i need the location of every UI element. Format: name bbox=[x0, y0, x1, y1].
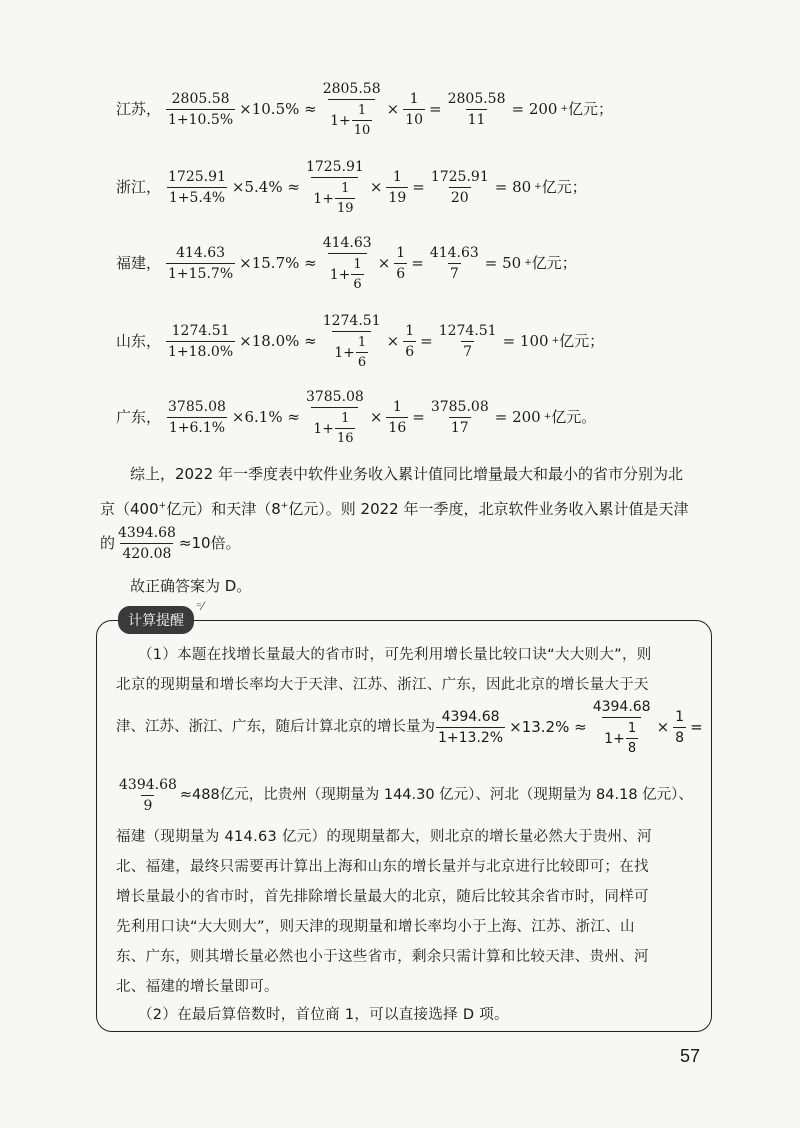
tip-badge: 计算提醒 bbox=[118, 606, 194, 634]
formula-row: 浙江， $\frac{1725.91}{1+5.4\%}$ ×5.4% ≈ 1725.91 1+ $\frac{1}{19}$ × $\frac{1}{19}$ = $\frac{1725.91}{20}$ = 80 + 亿元； bbox=[116, 159, 587, 216]
fraction: $\frac{1725.91}{1+5.4\%}$ bbox=[168, 169, 226, 206]
formula-row: 山东， $\frac{1274.51}{1+18.0\%}$ ×18.0% ≈ 1274.51 1+ $\frac{1}{6}$ × $\frac{1}{6}$ = $\frac{1274.51}{7}$ = 100 + 亿元； bbox=[116, 313, 605, 370]
approx-fraction: 414.63 1+ $\frac{1}{6}$ bbox=[322, 235, 372, 292]
tip-line-1: （1）本题在找增长量最大的省市时，可先利用增长量比较口诀“大大则大”，则 bbox=[138, 647, 652, 663]
summary-ratio-line: 的 $\frac{4394.68}{420.08}$ ≈10倍。 bbox=[100, 525, 241, 562]
ratio-fraction: $\frac{4394.68}{420.08}$ bbox=[118, 525, 176, 562]
fraction: $\frac{2805.58}{11}$ bbox=[447, 91, 506, 128]
page-number: 57 bbox=[680, 1046, 701, 1066]
summary-line-1: 综上，2022 年一季度表中软件业务收入累计值同比增量最大和最小的省市分别为北 bbox=[130, 465, 683, 483]
approx-fraction: 2805.58 1+ $\frac{1}{10}$ bbox=[322, 81, 381, 138]
fraction: $\frac{1274.51}{7}$ bbox=[438, 323, 497, 360]
tip-line-5: 福建（现期量为 414.63 亿元）的现期量都大，则北京的增长量必然大于贵州、河 bbox=[116, 829, 652, 845]
fraction: $\frac{1}{6}$ bbox=[405, 323, 415, 360]
formula-row: 江苏， $\frac{2805.58}{1+10.5\%}$ ×10.5% ≈ 2805.58 1+ $\frac{1}{10}$ × $\frac{1}{10}$ = $\frac{2805.58}{11}$ = 200 + 亿元； bbox=[116, 81, 614, 138]
fraction: $\frac{1}{16}$ bbox=[388, 399, 407, 436]
fraction: $\frac{1}{6}$ bbox=[396, 245, 406, 282]
formula-row: 广东， $\frac{3785.08}{1+6.1\%}$ ×6.1% ≈ 3785.08 1+ $\frac{1}{16}$ × $\frac{1}{16}$ = $\frac{3785.08}{17}$ = 200 + 亿元。 bbox=[116, 389, 597, 446]
formula-row: 福建， $\frac{414.63}{1+15.7\%}$ ×15.7% ≈ 414.63 1+ $\frac{1}{6}$ × $\frac{1}{6}$ = $\frac{414.63}{7}$ = 50 + 亿元； bbox=[116, 235, 577, 292]
fraction: $\frac{1725.91}{20}$ bbox=[430, 169, 489, 206]
tip-line-4: $\frac{4394.68}{9}$ ≈488亿元，比贵州（现期量为 144.30 亿元）、河北（现期量为 84.18 亿元）、 bbox=[119, 777, 693, 814]
province-label: 江苏， bbox=[116, 100, 162, 118]
approx-fraction: 1274.51 1+ $\frac{1}{6}$ bbox=[322, 313, 381, 370]
fraction: $\frac{414.63}{1+15.7\%}$ bbox=[168, 245, 234, 282]
tip-line-11: （2）在最后算倍数时，首位商 1，可以直接选择 D 项。 bbox=[138, 1007, 509, 1023]
tip-line-2: 北京的现期量和增长率均大于天津、江苏、浙江、广东，因此北京的增长量大于天 bbox=[116, 677, 649, 693]
summary-paragraph bbox=[100, 458, 710, 525]
sparkle-icon: ⁼⁄ bbox=[196, 600, 204, 613]
fraction: $\frac{1274.51}{1+18.0\%}$ bbox=[168, 323, 234, 360]
fraction: $\frac{2805.58}{1+10.5\%}$ bbox=[168, 91, 234, 128]
province-label: 山东， bbox=[116, 332, 162, 350]
approx-fraction: 3785.08 1+ $\frac{1}{16}$ bbox=[305, 389, 364, 446]
province-label: 福建， bbox=[116, 254, 162, 272]
tip-line-3: 津、江苏、浙江、广东，随后计算北京的增长量为 $\frac{4394.68}{1+13.2\%}$ ×13.2% ≈ 4394.68 1+ $\frac{1}{8}$ × $\frac{1}{8}$ = bbox=[116, 699, 703, 756]
tip-line-10: 北、福建的增长量即可。 bbox=[116, 979, 279, 995]
province-label: 广东， bbox=[116, 408, 162, 426]
answer-line: 故正确答案为 D。 bbox=[130, 577, 252, 595]
fraction: $\frac{3785.08}{17}$ bbox=[430, 399, 489, 436]
tip-line-8: 先利用口诀“大大则大”，则天津的现期量和增长率均小于上海、江苏、浙江、山 bbox=[116, 919, 635, 935]
tip-line-7: 增长量最小的省市时，首先排除增长量最大的北京，随后比较其余省市时，同样可 bbox=[116, 889, 649, 905]
approx-fraction: 1725.91 1+ $\frac{1}{19}$ bbox=[305, 159, 364, 216]
tip-line-9: 东、广东，则其增长量必然也小于这些省市，剩余只需计算和比较天津、贵州、河 bbox=[116, 949, 649, 965]
summary-line-2: 京（400+亿元）和天津（8+亿元）。则 2022 年一季度，北京软件业务收入累计值是天津 bbox=[100, 500, 689, 518]
tip-line-6: 北、福建，最终只需要再计算出上海和山东的增长量并与北京进行比较即可；在找 bbox=[116, 859, 649, 875]
province-label: 浙江， bbox=[116, 178, 162, 196]
fraction: $\frac{1}{19}$ bbox=[388, 169, 407, 206]
fraction: $\frac{3785.08}{1+6.1\%}$ bbox=[168, 399, 226, 436]
fraction: $\frac{1}{10}$ bbox=[405, 91, 424, 128]
fraction: $\frac{414.63}{7}$ bbox=[429, 245, 479, 282]
